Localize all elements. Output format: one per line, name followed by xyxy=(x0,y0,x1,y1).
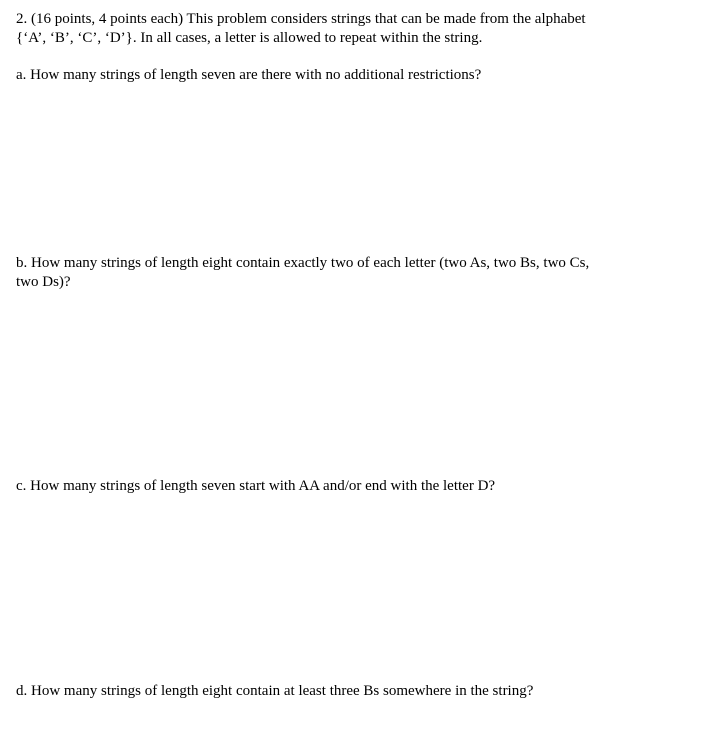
question-d-text: d. How many strings of length eight contain at least three Bs somewhere in the string? xyxy=(16,683,534,699)
question-d xyxy=(16,682,666,701)
problem-statement-line-1: 2. (16 points, 4 points each) This problem considers strings that can be made from the alphabet xyxy=(16,11,586,27)
problem-statement xyxy=(16,10,666,48)
question-b-text-line-1: b. How many strings of length eight contain exactly two of each letter (two As, two Bs, two Cs, xyxy=(16,255,590,271)
question-c xyxy=(16,477,666,496)
problem-statement-line-2: {‘A’, ‘B’, ‘C’, ‘D’}. In all cases, a letter is allowed to repeat within the string. xyxy=(16,30,483,46)
question-a-text: a. How many strings of length seven are there with no additional restrictions? xyxy=(16,67,482,83)
question-c-text: c. How many strings of length seven start with AA and/or end with the letter D? xyxy=(16,478,496,494)
question-b-text-line-2: two Ds)? xyxy=(16,274,71,290)
question-a xyxy=(16,66,666,85)
question-b xyxy=(16,254,666,292)
